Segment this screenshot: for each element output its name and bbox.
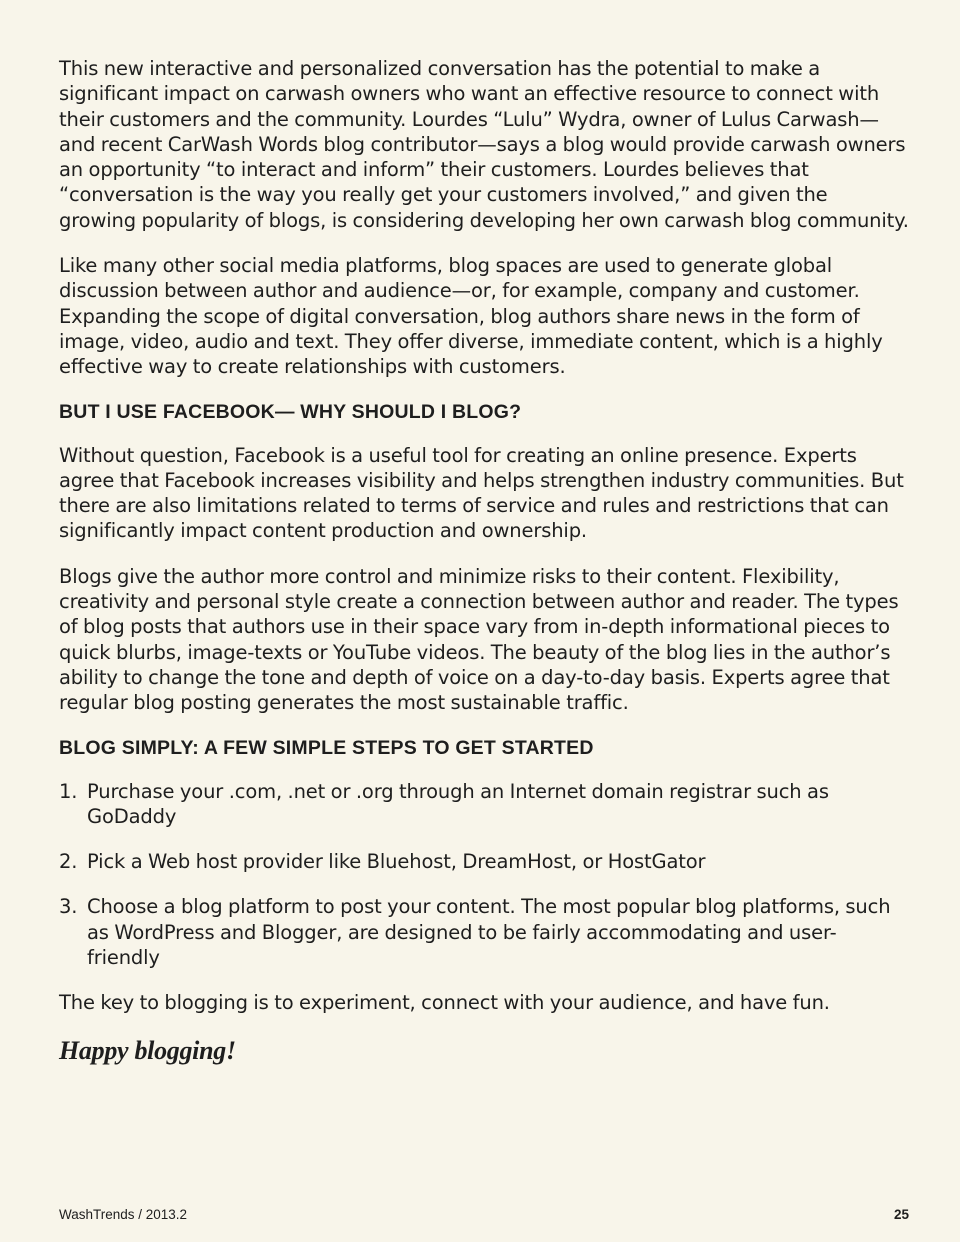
steps-list [59,779,909,971]
list-item [59,894,909,970]
page-number: 25 [893,1207,909,1222]
step-number: 2. [59,850,78,874]
conclusion-paragraph: The key to blogging is to experiment, connect with your audience, and have fun. [59,991,830,1015]
facebook-paragraph-1: Without question, Facebook is a useful tool for creating an online presence. Experts agree that Facebook increases visibility and helps strengthen industry communities. But there are also limitations related to terms of service and rules and restrictions that can significantly impact content production and ownership. [59,443,904,543]
facebook-paragraph-2: Blogs give the author more control and minimize risks to their content. Flexibility, creativity and personal style create a connection between author and reader. The types of blog posts that authors use in their space vary from in-depth informational pieces to quick blurbs, image-texts or YouTube videos. The beauty of the blog lies in the author’s ability to change the tone and depth of voice on a day-to-day basis. Experts agree that regular blog posting generates the most sustainable traffic. [59,564,899,715]
step-text: Choose a blog platform to post your content. The most popular blog platforms, such as WordPress and Blogger, are designed to be fairly accommodating and user-friendly [87,895,891,970]
article-body [59,56,909,1066]
section-heading-facebook: BUT I USE FACEBOOK— WHY SHOULD I BLOG? [59,400,522,423]
step-text: Pick a Web host provider like Bluehost, DreamHost, or HostGator [87,850,706,874]
section-heading-steps: BLOG SIMPLY: A FEW SIMPLE STEPS TO GET STARTED [59,736,594,759]
intro-paragraph-2: Like many other social media platforms, blog spaces are used to generate global discussion between author and audience—or, for example, company and customer. Expanding the scope of digital conversation, blog authors share news in the form of image, video, audio and text. They offer diverse, immediate content, which is a highly effective way to create relationships with customers. [59,254,883,379]
list-item [59,779,909,830]
publication-name: WashTrends / 2013.2 [59,1207,188,1222]
list-item [59,849,909,874]
page-footer [59,1206,909,1224]
intro-paragraph-1: This new interactive and personalized conversation has the potential to make a significant impact on carwash owners who want an effective resource to connect with their customers and the community. Lourdes “Lulu” Wydra, owner of Lulus Carwash—and recent CarWash Words blog contributor—says a blog would provide carwash owners an opportunity “to interact and inform” their customers. Lourdes believes that “conversation is the way you really get your customers involved,” and given the growing popularity of blogs, is considering developing her own carwash blog community. [59,57,909,232]
step-number: 1. [59,779,78,803]
step-text: Purchase your .com, .net or .org through an Internet domain registrar such as GoDaddy [87,779,829,828]
step-number: 3. [59,895,78,919]
closing-line: Happy blogging! [59,1035,236,1065]
